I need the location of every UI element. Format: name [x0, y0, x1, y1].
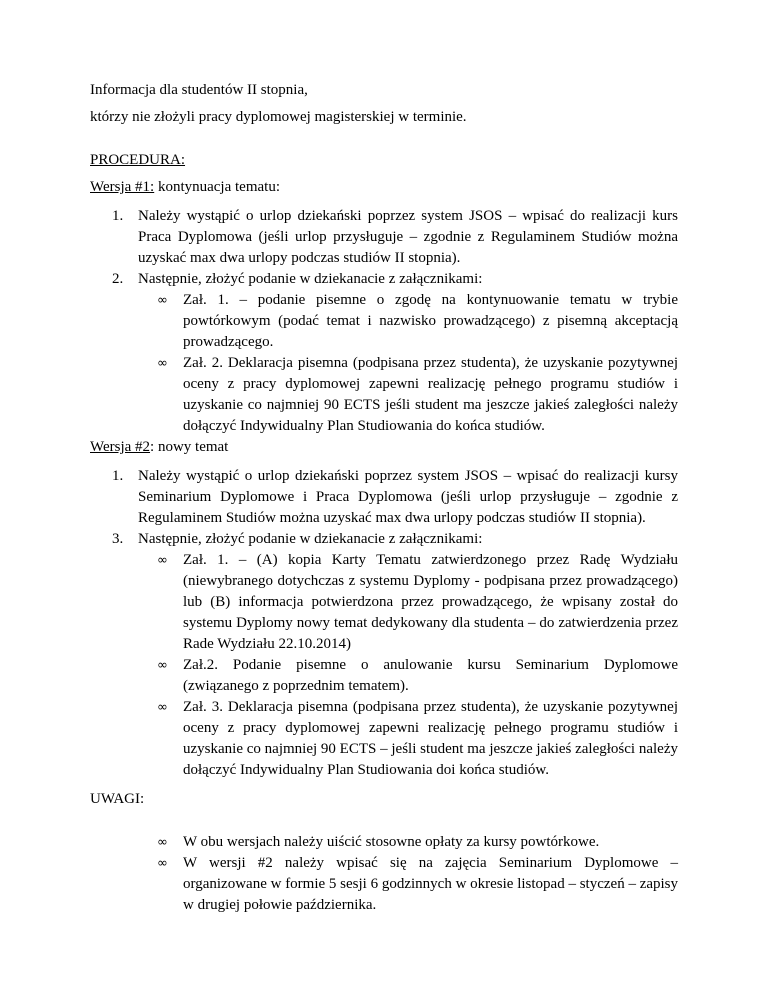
bullet-icon: ∞	[157, 356, 168, 371]
list-item	[90, 290, 678, 353]
step-number: 2.	[112, 271, 124, 287]
version-2-title: : nowy temat	[150, 439, 229, 455]
bullet-icon: ∞	[157, 835, 168, 850]
header-line-2: którzy nie złożyli pracy dyplomowej magisterskiej w terminie.	[90, 109, 467, 125]
step-number: 3.	[112, 531, 124, 547]
step-number: 1.	[112, 208, 124, 224]
version-1-steps	[90, 206, 678, 437]
version-1-label: Wersja #1:	[90, 179, 155, 195]
bullet-icon: ∞	[157, 658, 168, 673]
document-page	[90, 80, 678, 916]
bullet-icon: ∞	[157, 700, 168, 715]
version-1-title: kontynuacja tematu:	[154, 179, 280, 195]
list-item	[90, 832, 678, 853]
list-item	[90, 206, 678, 269]
step-text: Należy wystąpić o urlop dziekański poprzez system JSOS – wpisać do realizacji kurs Praca Dyplomowa (jeśli urlop przysługuje – zgodnie z Regulaminem Studiów można uzyskać max dwa urlopy podczas studiów II stopnia).	[138, 208, 678, 266]
attachment-text: Zał. 1. – (A) kopia Karty Tematu zatwierdzonego przez Radę Wydziału (niewybranego dotychczas z systemu Dyplomy - podpisana przez prowadzącego) lub (B) informacja potwierdzona przez prowadzącego, że wpisany został do systemu Dyplomy nowy temat dedykowany dla studenta – do zatwierdzenia przez Rade Wydziału 22.10.2014)	[183, 552, 678, 652]
note-text: W wersji #2 należy wpisać się na zajęcia Seminarium Dyplomowe – organizowane w formie 5 sesji 6 godzinnych w okresie listopad – styczeń – zapisy w drugiej połowie października.	[183, 855, 679, 913]
version-2-label: Wersja #2	[90, 439, 151, 455]
step-text: Następnie, złożyć podanie w dziekanacie z załącznikami:	[138, 271, 483, 287]
bullet-icon: ∞	[157, 856, 168, 871]
list-item	[90, 466, 678, 529]
version-2-heading	[90, 437, 678, 458]
step-text: Należy wystąpić o urlop dziekański poprzez system JSOS – wpisać do realizacji kursy Seminarium Dyplomowe i Praca Dyplomowa (jeśli urlop przysługuje – zgodnie z Regulaminem Studiów można uzyskać max dwa urlopy podczas studiów II stopnia).	[138, 468, 678, 526]
version-1-heading	[90, 177, 678, 198]
notes-heading: UWAGI:	[90, 791, 145, 807]
list-item	[90, 853, 678, 916]
notes-list	[90, 832, 678, 916]
list-item	[90, 655, 678, 697]
version-2-steps	[90, 466, 678, 781]
bullet-icon: ∞	[157, 553, 168, 568]
list-item	[90, 697, 678, 781]
list-item	[90, 550, 678, 655]
step-number: 1.	[112, 468, 124, 484]
list-item	[90, 353, 678, 437]
bullet-icon: ∞	[157, 293, 168, 308]
step-text: Następnie, złożyć podanie w dziekanacie z załącznikami:	[138, 531, 483, 547]
attachment-text: Zał. 3. Deklaracja pisemna (podpisana przez studenta), że uzyskanie pozytywnej oceny z pracy dyplomowej zapewni realizację pełnego programu studiów i uzyskanie co najmniej 90 ECTS – jeśli student ma jeszcze jakieś zaległości należy dołączyć Indywidualny Plan Studiowania doi końca studiów.	[183, 699, 678, 778]
list-item	[90, 529, 678, 781]
list-item	[90, 269, 678, 437]
header-line-1: Informacja dla studentów II stopnia,	[90, 82, 308, 98]
attachment-text: Zał. 1. – podanie pisemne o zgodę na kontynuowanie tematu w trybie powtórkowym (podać temat i nazwisko prowadzącego) z pisemną akceptacją prowadzącego.	[183, 292, 678, 350]
procedure-heading: PROCEDURA:	[90, 152, 186, 168]
attachment-text: Zał.2. Podanie pisemne o anulowanie kursu Seminarium Dyplomowe (związanego z poprzednim tematem).	[183, 657, 678, 694]
note-text: W obu wersjach należy uiścić stosowne opłaty za kursy powtórkowe.	[183, 834, 600, 850]
version-1-attachments	[138, 290, 678, 437]
attachment-text: Zał. 2. Deklaracja pisemna (podpisana przez studenta), że uzyskanie pozytywnej oceny z pracy dyplomowej zapewni realizację pełnego programu studiów i uzyskanie co najmniej 90 ECTS jeśli student ma jeszcze jakieś zaległości należy dołączyć Indywidualny Plan Studiowania do końca studiów.	[183, 355, 678, 434]
version-2-attachments	[138, 550, 678, 781]
